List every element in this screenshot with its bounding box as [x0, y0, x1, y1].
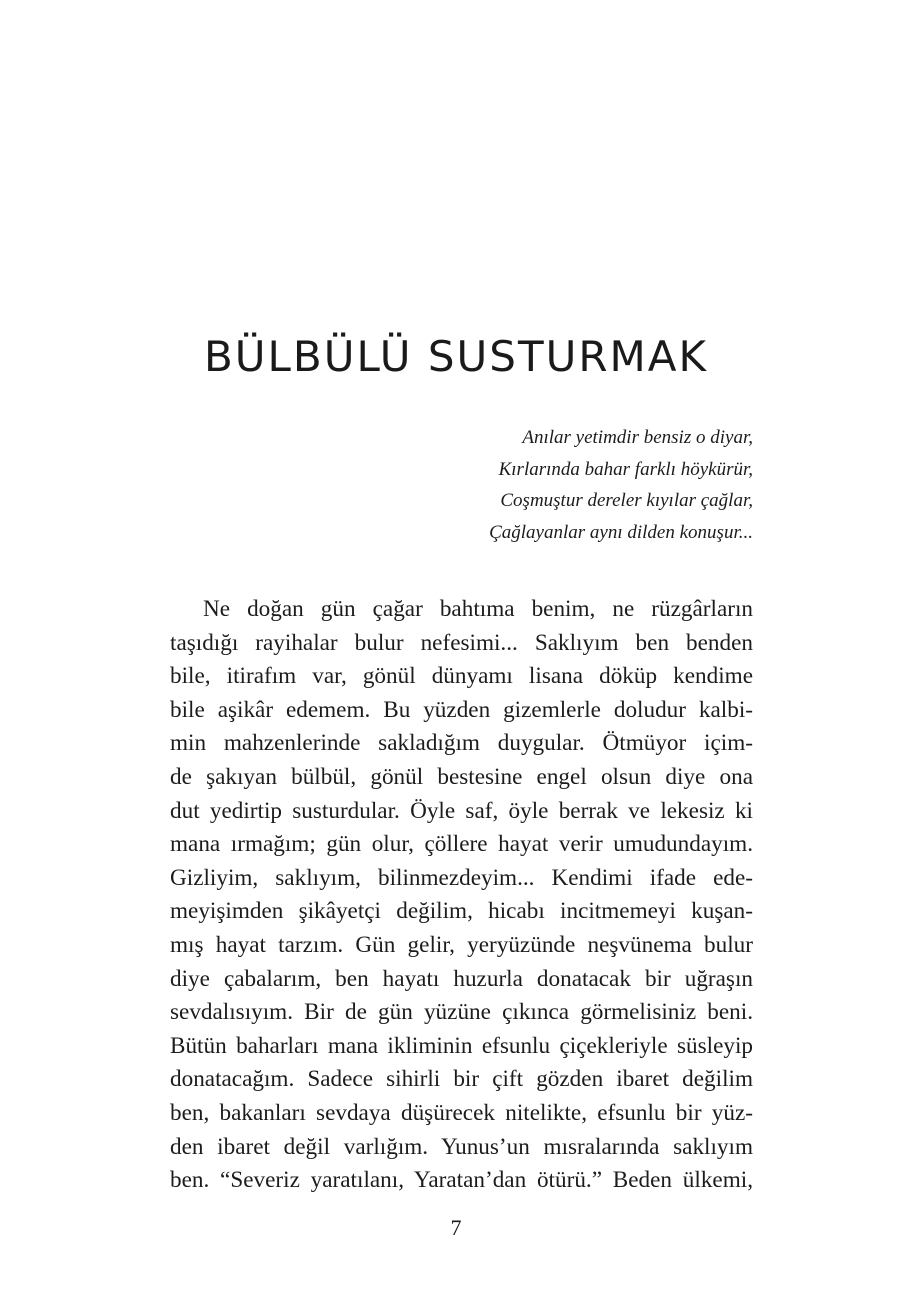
- body-line: dut yedirtip susturdular. Öyle saf, öyle berrak ve lekesiz ki: [170, 797, 753, 824]
- body-line: mana ırmağım; gün olur, çöllere hayat verir umudundayım.: [170, 831, 753, 858]
- body-line: meyişimden şikâyetçi değilim, hicabı incitmemeyi kuşan-: [170, 898, 753, 925]
- epigraph-line: Coşmuştur dereler kıyılar çağlar,: [500, 490, 753, 511]
- body-line: ben. “Severiz yaratılanı, Yaratan’dan ötürü.” Beden ülkemi,: [170, 1167, 753, 1194]
- page-number: 7: [450, 1215, 462, 1240]
- body-line: den ibaret değil varlığım. Yunus’un mısralarında saklıyım: [170, 1133, 753, 1160]
- body-line: bile, itirafım var, gönül dünyamı lisana döküp kendime: [170, 663, 753, 690]
- body-line: bile aşikâr edemem. Bu yüzden gizemlerle doludur kalbi-: [170, 696, 753, 723]
- body-line: diye çabalarım, ben hayatı huzurla donatacak bir uğraşın: [170, 965, 753, 992]
- body-line: taşıdığı rayihalar bulur nefesimi... Saklıyım ben benden: [170, 629, 753, 656]
- body-paragraph: [170, 593, 753, 1198]
- body-line: min mahzenlerinde sakladığım duygular. Ötmüyor içim-: [170, 730, 753, 757]
- body-line: de şakıyan bülbül, gönül bestesine engel olsun diye ona: [170, 763, 753, 790]
- body-line: Bütün baharları mana ikliminin efsunlu çiçekleriyle süsleyip: [170, 1032, 753, 1059]
- body-line: Gizliyim, saklıyım, bilinmezdeyim... Kendimi ifade ede-: [170, 864, 753, 891]
- chapter-title: BÜLBÜLÜ SUSTURMAK: [203, 332, 709, 381]
- body-line: Ne doğan gün çağar bahtıma benim, ne rüzgârların: [203, 596, 753, 622]
- epigraph-line: Çağlayanlar aynı dilden konuşur...: [489, 521, 753, 543]
- epigraph-line: Anılar yetimdir bensiz o diyar,: [522, 427, 753, 448]
- body-line: ben, bakanları sevdaya düşürecek nitelikte, efsunlu bir yüz-: [170, 1099, 753, 1126]
- epigraph-line: Kırlarında bahar farklı höykürür,: [498, 458, 753, 480]
- body-line: donatacağım. Sadece sihirli bir çift gözden ibaret değilim: [170, 1066, 753, 1093]
- body-line: mış hayat tarzım. Gün gelir, yeryüzünde neşvünema bulur: [170, 931, 753, 958]
- body-line: sevdalısıyım. Bir de gün yüzüne çıkınca görmelisiniz beni.: [170, 999, 753, 1026]
- epigraph: [489, 422, 753, 548]
